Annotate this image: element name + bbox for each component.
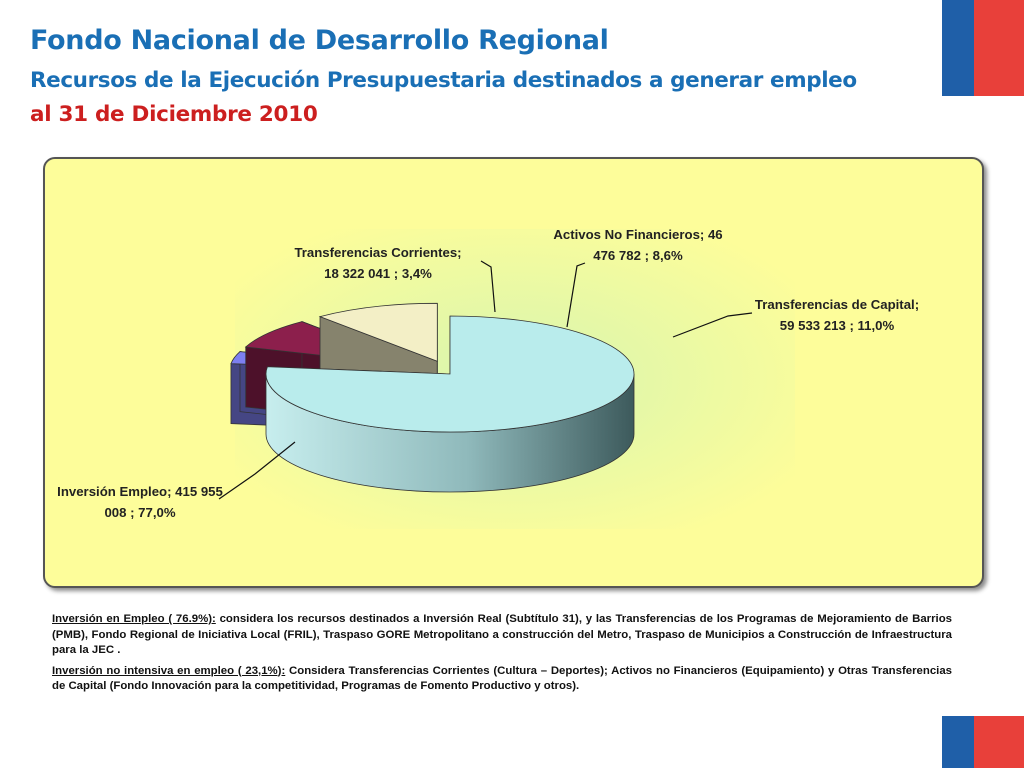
data-label-transferencias-de-capital-line2: 59 533 213 ; 11,0% (779, 318, 895, 333)
data-label-transferencias-de-capital-line1: Transferencias de Capital; (754, 297, 920, 312)
flag-red-top (974, 0, 1024, 96)
data-label-activos-no-financieros-line2: 476 782 ; 8,6% (593, 248, 683, 263)
flag-blue-bottom (942, 716, 974, 768)
data-label-transferencias-corrientes-line2: 18 322 041 ; 3,4% (324, 266, 432, 281)
flag-blue-top (942, 0, 974, 96)
note-non-employment-text: Considera Transferencias Corrientes (Cultura – Deportes); Activos no Financieros (Equipamiento) y Otras Transferencias de Capital (Fondo Innovación para la competitividad, Programas de Fomento Productivo y otros). (52, 664, 952, 692)
page-title: Fondo Nacional de Desarrollo Regional (30, 25, 609, 56)
notes-block (52, 612, 952, 700)
pie-chart (45, 159, 982, 586)
data-label-transferencias-corrientes-line1: Transferencias Corrientes; (294, 245, 462, 260)
note-employment-text: considera los recursos destinados a Inversión Real (Subtítulo 31), y las Transferencias de los Programas de Mejoramiento de Barrios (PMB), Fondo Regional de Iniciativa Local (FRIL), Traspaso GORE Metropolitano a construcción del Metro, Traspaso de Municipios a Construcción de Infraestructura para la JEC . (52, 613, 952, 656)
page-subtitle: Recursos de la Ejecución Presupuestaria destinados a generar empleo (30, 68, 857, 93)
data-label-activos-no-financieros-line1: Activos No Financieros; 46 (553, 227, 723, 242)
date-line: al 31 de Diciembre 2010 (30, 102, 318, 127)
data-label-inversi-n-empleo-line2: 008 ; 77,0% (104, 505, 176, 520)
data-label-inversi-n-empleo-line1: Inversión Empleo; 415 955 (57, 484, 223, 499)
chart-panel (43, 157, 984, 588)
note-employment-lead: Inversión en Empleo ( 76.9%): (52, 613, 216, 625)
note-employment (52, 612, 952, 659)
note-non-employment-lead: Inversión no intensiva en empleo ( 23,1%): (52, 664, 286, 677)
flag-red-bottom (974, 716, 1024, 768)
note-non-employment (52, 664, 952, 695)
